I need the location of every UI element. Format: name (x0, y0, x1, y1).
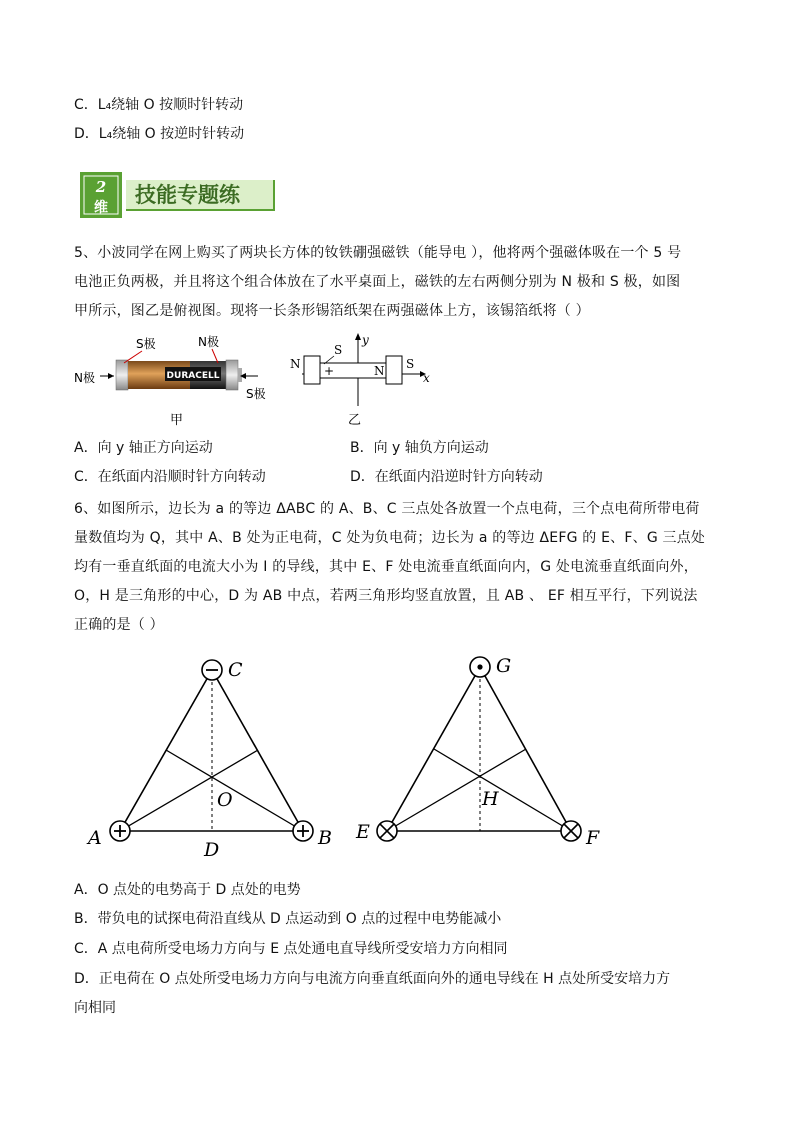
yi-n-left: N (290, 357, 301, 371)
median-e (387, 749, 526, 831)
q6-line-3: 均有一垂直纸面的电流大小为 I 的导线，其中 E、F 处电流垂直纸面向内，G 处电流垂直纸面向外， (74, 559, 698, 575)
side-eg (387, 667, 480, 831)
q6-option-d-line2: 向相同 (74, 1000, 116, 1016)
yi-x-label: x (423, 371, 430, 385)
label-n-top: N极 (198, 335, 219, 349)
triangle-abc-figure (80, 650, 350, 870)
label-b: B (318, 827, 332, 849)
q6-line-4: O，H 是三角形的中心，D 为 AB 中点，若两三角形均竖直放置，且 AB 、 EF 相互平行，下列说法 (74, 588, 698, 604)
q5-line-1: 5、小波同学在网上购买了两块长方体的钕铁硼强磁铁（能导电 ），他将两个强磁体吸在一个 5 号 (74, 245, 682, 261)
median-f (434, 749, 571, 831)
banner-sub: 维 (94, 200, 108, 216)
q6-option-d-line1: D．正电荷在 O 点处所受电场力方向与电流方向垂直纸面向外的通电导线在 H 点处所受安培力方 (74, 971, 671, 987)
q5-option-d: D．在纸面内沿逆时针方向转动 (350, 469, 543, 485)
label-c: C (228, 659, 243, 681)
current-f-in (561, 821, 581, 841)
label-n-left: N极 (74, 371, 95, 385)
charge-b-positive (293, 821, 313, 841)
label-a: A (88, 827, 102, 849)
label-s-top: S极 (136, 337, 156, 351)
q5-option-a: A．向 y 轴正方向运动 (74, 440, 213, 456)
charge-c-negative (202, 660, 222, 680)
yi-y-label: y (362, 333, 369, 347)
q6-option-c: C．A 点电荷所受电场力方向与 E 点处通电直导线所受安培力方向相同 (74, 941, 508, 957)
caption-jia: 甲 (170, 413, 184, 428)
label-s-right: S极 (246, 387, 266, 401)
median-a (120, 750, 258, 831)
q5-line-2: 电池正负两极，并且将这个组合体放在了水平桌面上，磁铁的左右两侧分别为 N 极和 S 极，如图 (74, 274, 681, 290)
q5-option-b: B．向 y 轴负方向运动 (350, 440, 489, 456)
median-b (166, 750, 303, 831)
yi-plus: + (324, 364, 335, 378)
q5-line-3: 甲所示，图乙是俯视图。现将一长条形锡箔纸架在两强磁体上方，该锡箔纸将（ ） (74, 303, 590, 319)
q6-line-5: 正确的是（ ） (74, 617, 164, 633)
current-g-out (470, 657, 490, 677)
section-banner (80, 170, 278, 220)
label-o: O (217, 789, 233, 811)
label-e: E (356, 821, 370, 843)
label-d: D (204, 839, 220, 861)
yi-s-top: S (334, 343, 343, 357)
option-d-prev: D．L₄绕轴 O 按逆时针转动 (74, 126, 245, 142)
q6-line-2: 量数值均为 Q，其中 A、B 处为正电荷，C 处为负电荷；边长为 a 的等边 ΔEFG 的 E、F、G 三点处 (74, 530, 706, 546)
caption-yi: 乙 (348, 413, 362, 428)
option-c-prev: C．L₄绕轴 O 按顺时针转动 (74, 97, 244, 113)
banner-title: 技能专题练 (135, 183, 240, 207)
magnet-left (116, 360, 128, 390)
charge-a-positive (110, 821, 130, 841)
q6-option-b: B．带负电的试探电荷沿直线从 D 点运动到 O 点的过程中电势能减小 (74, 911, 502, 927)
q5-option-c: C．在纸面内沿顺时针方向转动 (74, 469, 266, 485)
label-f: F (586, 827, 600, 849)
q6-line-1: 6、如图所示，边长为 a 的等边 ΔABC 的 A、B、C 三点处各放置一个点电荷，三个点电荷所带电荷 (74, 501, 700, 517)
current-e-in (377, 821, 397, 841)
figure-jia (72, 330, 282, 430)
triangle-efg-figure (350, 650, 620, 870)
label-g: G (496, 655, 512, 677)
banner-number: 2 (95, 178, 107, 196)
label-h: H (482, 788, 499, 810)
magnet-right (226, 360, 238, 390)
q6-option-a: A．O 点处的电势高于 D 点处的电势 (74, 882, 301, 898)
yi-n-mid: N (374, 364, 385, 378)
battery-brand: DURACELL (166, 371, 220, 381)
yi-s-right: S (406, 357, 415, 371)
figure-yi (282, 330, 442, 430)
